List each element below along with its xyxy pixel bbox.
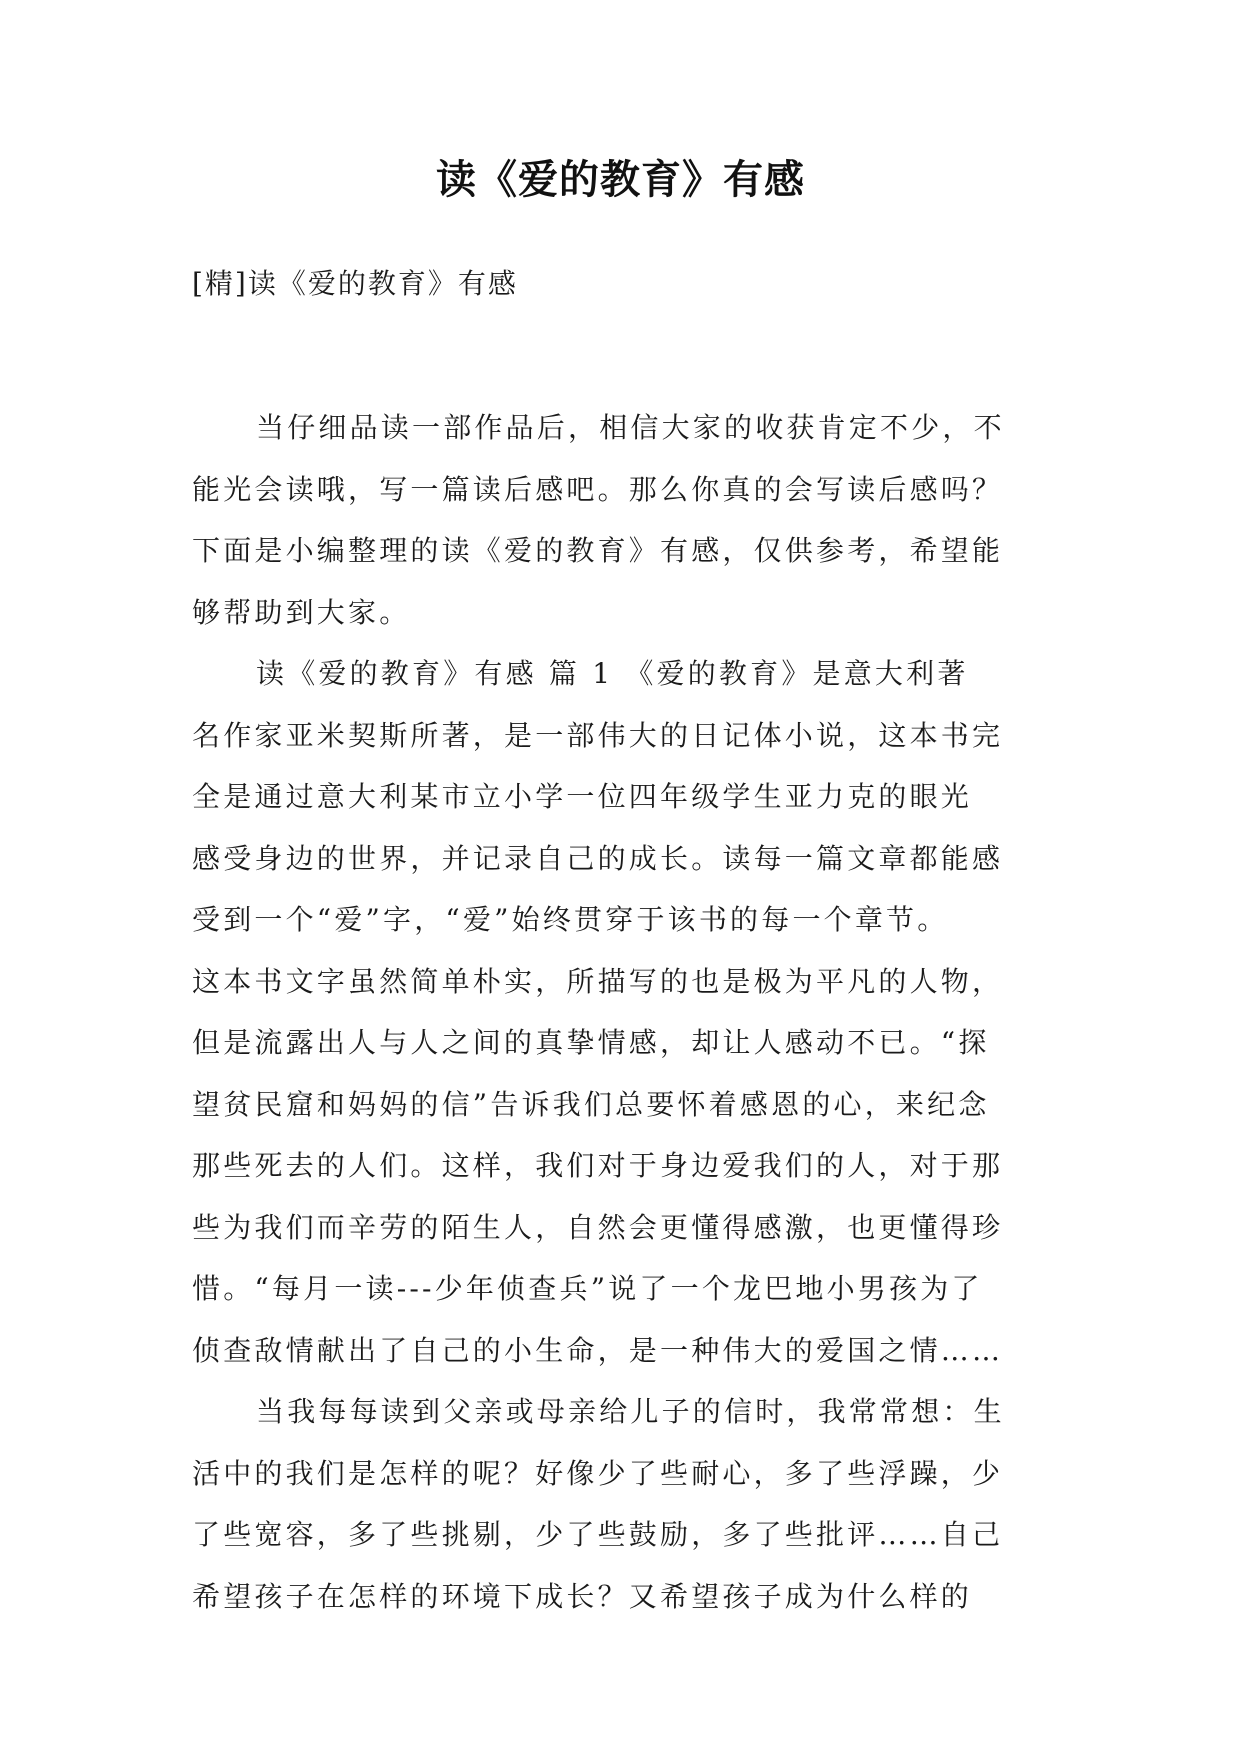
paragraph-line: 惜。“每月一读---少年侦查兵”说了一个龙巴地小男孩为了 [192, 1272, 983, 1305]
paragraph-line: 够帮助到大家。 [192, 595, 411, 629]
paragraph-line: 下面是小编整理的读《爱的教育》有感，仅供参考，希望能 [192, 534, 1004, 567]
paragraph-line: 那些死去的人们。这样，我们对于身边爱我们的人，对于那 [192, 1149, 1004, 1182]
paragraph-line: 望贫民窟和妈妈的信”告诉我们总要怀着感恩的心，来纪念 [192, 1087, 990, 1121]
paragraph-line: 名作家亚米契斯所著，是一部伟大的日记体小说，这本书完 [192, 718, 1004, 752]
paragraph-line: 全是通过意大利某市立小学一位四年级学生亚力克的眼光 [192, 780, 973, 813]
paragraph-line: 能光会读哦，写一篇读后感吧。那么你真的会写读后感吗？ [192, 472, 1004, 506]
paragraph-line: 当我每每读到父亲或母亲给儿子的信时，我常常想：生 [256, 1395, 1005, 1428]
paragraph-line: 当仔细品读一部作品后，相信大家的收获肯定不少，不 [256, 411, 1005, 444]
paragraph-line: 读《爱的教育》有感 篇 1 《爱的教育》是意大利著 [256, 657, 969, 690]
paragraph-line: 些为我们而辛劳的陌生人，自然会更懂得感激，也更懂得珍 [192, 1210, 1004, 1244]
document-body [192, 406, 1054, 1636]
document-title: 读《爱的教育》有感 [436, 157, 805, 203]
paragraph-line: 但是流露出人与人之间的真挚情感，却让人感动不已。“探 [192, 1026, 990, 1059]
paragraph-line: 了些宽容，多了些挑剔，少了些鼓励，多了些批评……自己 [192, 1518, 1004, 1551]
document-subtitle: [精]读《爱的教育》有感 [192, 267, 518, 300]
paragraph-line: 这本书文字虽然简单朴实，所描写的也是极为平凡的人物， [192, 964, 1004, 998]
paragraph-line: 活中的我们是怎样的呢？好像少了些耐心，多了些浮躁，少 [192, 1456, 1004, 1490]
paragraph-line: 希望孩子在怎样的环境下成长？又希望孩子成为什么样的 [192, 1579, 973, 1613]
paragraph-line: 侦查敌情献出了自己的小生命，是一种伟大的爱国之情…… [192, 1333, 1004, 1367]
paragraph-line: 受到一个“爱”字，“爱”始终贯穿于该书的每一个章节。 [192, 903, 949, 936]
paragraph-line: 感受身边的世界，并记录自己的成长。读每一篇文章都能感 [192, 841, 1004, 875]
